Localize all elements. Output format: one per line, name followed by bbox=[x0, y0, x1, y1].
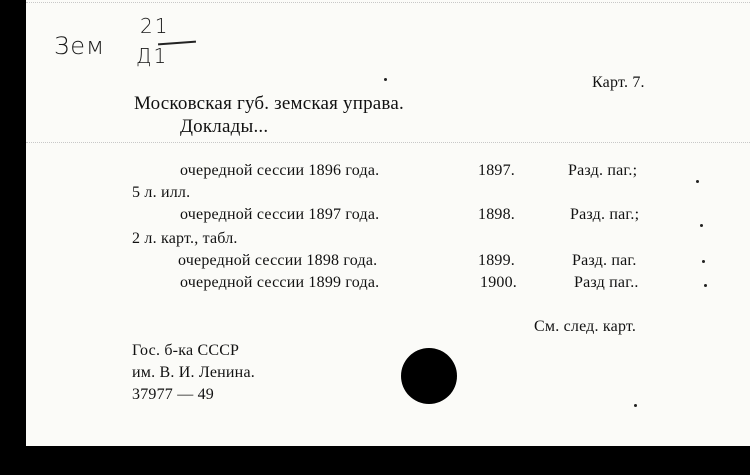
print-code: 37977 — 49 bbox=[132, 386, 214, 403]
handwritten-numerator: 21 bbox=[140, 14, 170, 38]
speck bbox=[704, 284, 707, 287]
speck bbox=[702, 260, 705, 263]
entry-extra: 2 л. карт., табл. bbox=[132, 230, 238, 247]
speck bbox=[700, 224, 703, 227]
entry-extra: 5 л. илл. bbox=[132, 184, 191, 201]
speck bbox=[634, 404, 637, 407]
rule-line bbox=[26, 142, 750, 143]
punch-hole bbox=[401, 348, 457, 404]
author-heading: Московская губ. земская управа. bbox=[134, 93, 404, 114]
speck bbox=[696, 180, 699, 183]
card-number: Карт. 7. bbox=[592, 74, 645, 91]
see-next-card: См. след. карт. bbox=[534, 318, 637, 335]
library-name-line2: им. В. И. Ленина. bbox=[132, 364, 255, 381]
entry-session-1897: очередной сессии 1897 года. bbox=[180, 206, 380, 223]
title-heading: Доклады... bbox=[180, 116, 269, 137]
entry-year-1897: 1897. bbox=[478, 162, 515, 179]
handwritten-prefix: Зем bbox=[54, 32, 106, 60]
handwritten-denominator: Д1 bbox=[136, 44, 169, 68]
entry-pagination: Разд паг.. bbox=[574, 274, 639, 291]
library-name: Гос. б-ка СССР bbox=[132, 342, 240, 359]
entry-session-1896: очередной сессии 1896 года. bbox=[180, 162, 380, 179]
rule-line bbox=[26, 2, 750, 3]
entry-year-1899: 1899. bbox=[478, 252, 515, 269]
speck bbox=[384, 78, 387, 81]
entry-pagination: Разд. паг. bbox=[572, 252, 637, 269]
entry-session-1899: очередной сессии 1899 года. bbox=[180, 274, 380, 291]
entry-pagination: Разд. паг.; bbox=[570, 206, 640, 223]
entry-year-1898: 1898. bbox=[478, 206, 515, 223]
entry-pagination: Разд. паг.; bbox=[568, 162, 638, 179]
catalog-card bbox=[26, 0, 750, 446]
entry-session-1898: очередной сессии 1898 года. bbox=[178, 252, 378, 269]
entry-year-1900: 1900. bbox=[480, 274, 517, 291]
